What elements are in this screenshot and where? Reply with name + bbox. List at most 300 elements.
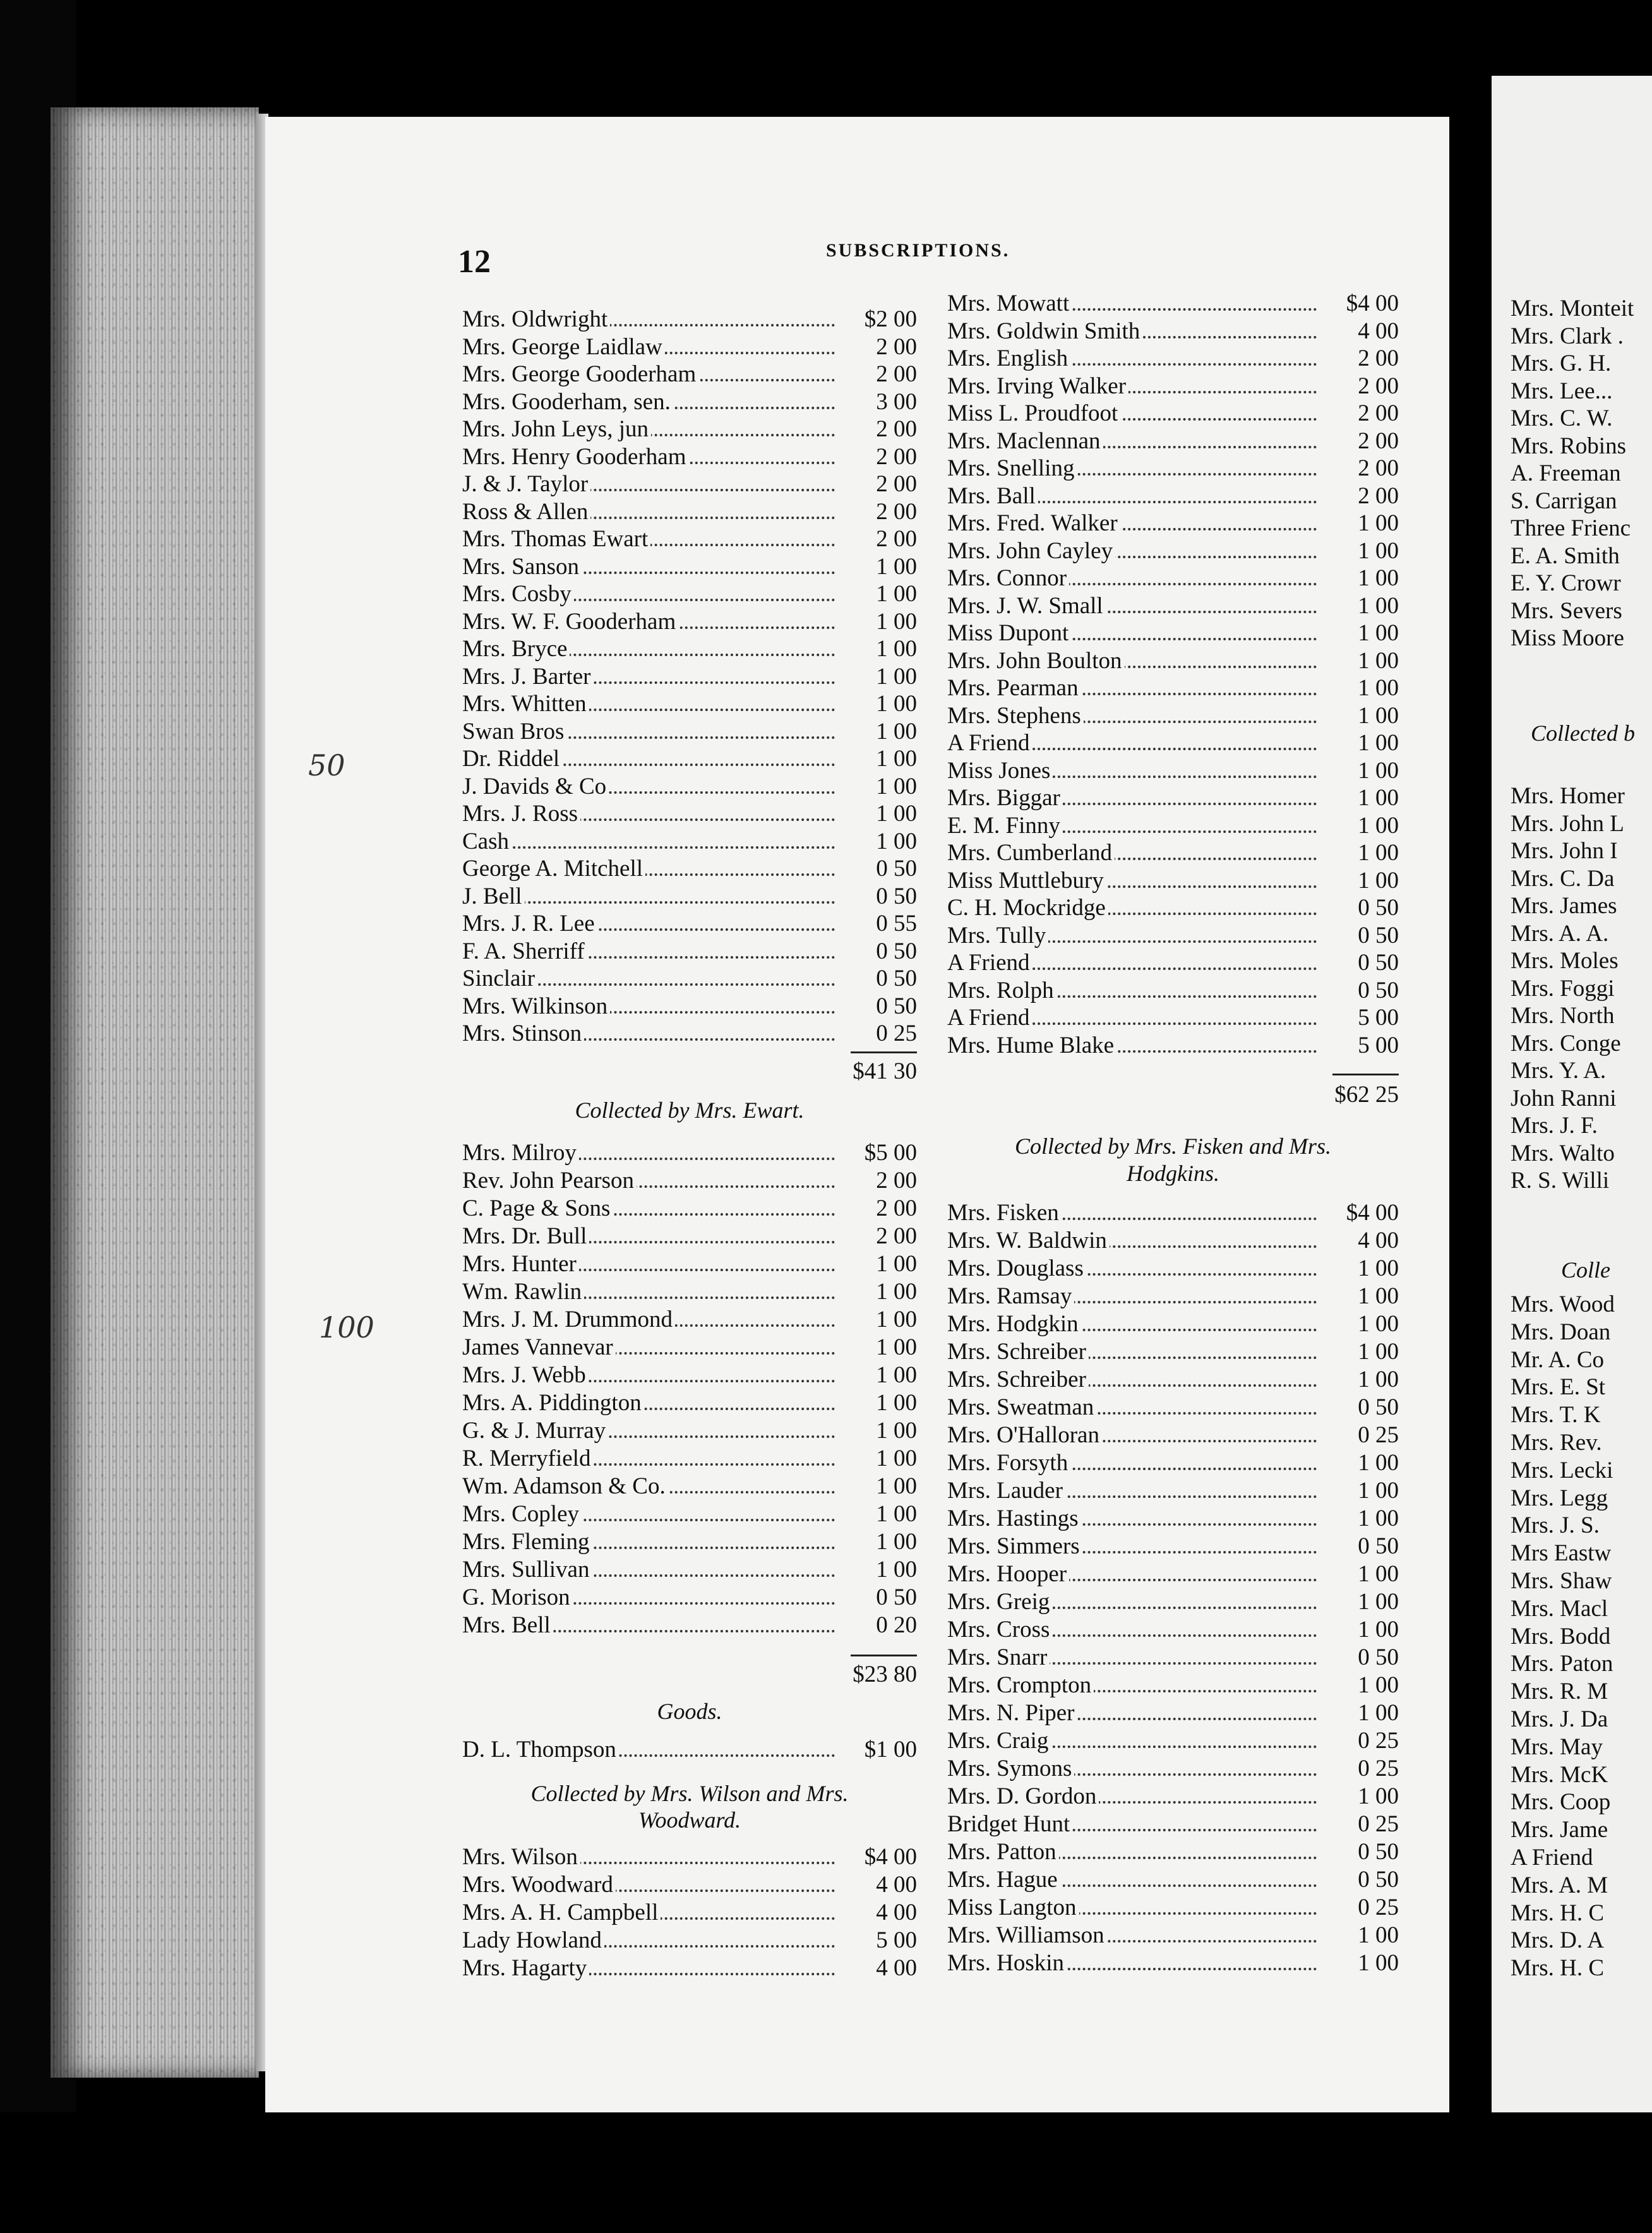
next-page-row: Mrs. Severs <box>1511 597 1622 624</box>
section-title-ewart: Collected by Mrs. Ewart. <box>575 1098 805 1123</box>
subscription-row <box>947 1922 1399 1949</box>
subscription-row <box>462 1195 917 1222</box>
subscription-amount: 1 00 <box>1320 648 1399 674</box>
subscription-row <box>947 703 1399 729</box>
subscription-amount: 1 00 <box>838 801 917 827</box>
subscriber-name: Mrs. Irving Walker <box>947 373 1128 400</box>
subscription-row <box>462 1223 917 1250</box>
subscriber-name: Mrs. Thomas Ewart <box>462 526 650 553</box>
subscription-row <box>462 1251 917 1278</box>
subscription-amount: 2 00 <box>838 1195 917 1222</box>
subscription-amount: 1 00 <box>1320 1783 1399 1810</box>
subscription-row <box>947 978 1399 1004</box>
next-page-row: Mrs. E. St <box>1511 1374 1606 1401</box>
subscription-row <box>947 455 1399 482</box>
next-page-row: R. S. Willi <box>1511 1168 1610 1194</box>
subscription-row <box>462 911 917 937</box>
subscriber-name: Mrs. Simmers <box>947 1533 1082 1560</box>
subscription-row <box>462 636 917 662</box>
subscriber-name: Mrs. Bell <box>462 1612 553 1639</box>
subscription-amount: 1 00 <box>1320 758 1399 784</box>
next-page-row: Mrs. Rev. <box>1511 1430 1602 1456</box>
subscriber-name: Mrs. N. Piper <box>947 1700 1077 1727</box>
subscriber-name: Miss Jones <box>947 758 1053 784</box>
subscription-amount: 4 00 <box>1320 318 1399 345</box>
subscriber-name: Mrs. Williamson <box>947 1922 1107 1949</box>
subscription-row <box>947 510 1399 537</box>
next-page-row: Mrs. Lee... <box>1511 378 1613 404</box>
subscriber-name: E. M. Finny <box>947 813 1063 839</box>
subscription-amount: 1 00 <box>838 829 917 855</box>
subscription-amount: 0 50 <box>838 993 917 1020</box>
subscription-amount: 1 00 <box>1320 593 1399 620</box>
subscriber-name: Bridget Hunt <box>947 1811 1072 1838</box>
subscription-amount: 0 50 <box>838 883 917 910</box>
subscription-row <box>947 1450 1399 1476</box>
subscription-amount: 0 50 <box>1320 1394 1399 1421</box>
subscription-row <box>947 675 1399 702</box>
subscriber-name: Mrs. Greig <box>947 1589 1052 1615</box>
subscription-amount: 1 00 <box>1320 703 1399 729</box>
subscriber-name: Mrs. Patton <box>947 1839 1059 1865</box>
subscription-amount: 0 50 <box>1320 895 1399 921</box>
running-head: SUBSCRIPTIONS. <box>826 240 1010 261</box>
subscription-row <box>947 730 1399 757</box>
subscription-amount: 1 00 <box>838 1473 917 1500</box>
next-page-row: Mrs. Conge <box>1511 1030 1621 1057</box>
subscription-amount: 2 00 <box>838 444 917 470</box>
subscriber-name: Mrs. John Leys, jun <box>462 416 651 443</box>
subscription-amount: $5 00 <box>838 1140 917 1166</box>
total-rule <box>851 1051 917 1053</box>
next-page-row: Mrs. A. A. <box>1511 920 1609 947</box>
subscriber-name: Mrs. George Laidlaw <box>462 334 665 361</box>
subscription-row <box>947 1839 1399 1865</box>
subscription-amount: 4 00 <box>838 1900 917 1926</box>
subscription-amount: 1 00 <box>838 1334 917 1361</box>
subscriber-name: Mrs. Schreiber <box>947 1339 1089 1365</box>
subscription-amount: 0 25 <box>1320 1422 1399 1449</box>
subscription-amount: 1 00 <box>838 1557 917 1583</box>
subscriber-name: Mrs. Fisken <box>947 1200 1062 1226</box>
subscription-row <box>462 691 917 717</box>
subscription-amount: 4 00 <box>838 1955 917 1982</box>
ewart-total: $23 80 <box>853 1661 917 1687</box>
subscriber-name: Mrs. Stephens <box>947 703 1084 729</box>
subscription-row <box>462 1927 917 1954</box>
subscription-row <box>462 719 917 745</box>
subscription-row <box>462 1737 917 1763</box>
subscriber-name: Mrs. Cosby <box>462 581 574 608</box>
spine-gap <box>1452 88 1490 2172</box>
subscription-row <box>462 1279 917 1305</box>
subscriber-name: Mrs. Goldwin Smith <box>947 318 1142 345</box>
list-total: $41 30 <box>853 1058 917 1084</box>
next-page-row: Mrs. J. Da <box>1511 1706 1608 1732</box>
subscription-row <box>462 499 917 525</box>
subscriber-name: Mrs. Dr. Bull <box>462 1223 589 1250</box>
next-page-row: Mrs. Foggi <box>1511 975 1615 1002</box>
subscription-amount: 0 25 <box>1320 1895 1399 1921</box>
subscriber-name: Mrs. J. M. Drummond <box>462 1307 675 1333</box>
page-number: 12 <box>458 244 491 280</box>
subscriber-name: Mrs. Craig <box>947 1728 1051 1754</box>
subscription-row <box>462 306 917 333</box>
subscription-amount: 1 00 <box>1320 620 1399 647</box>
subscription-row <box>947 785 1399 811</box>
total-rule-2 <box>1332 1074 1399 1075</box>
subscriber-name: Mrs. J. Ross <box>462 801 580 827</box>
subscription-row <box>462 829 917 855</box>
subscription-row <box>462 526 917 553</box>
subscription-amount: 1 00 <box>1320 1311 1399 1338</box>
subscriber-name: Miss Muttlebury <box>947 868 1106 894</box>
subscription-row <box>947 1506 1399 1532</box>
next-page-row: A Friend <box>1511 1845 1593 1871</box>
subscription-row <box>462 1900 917 1926</box>
subscription-amount: 1 00 <box>838 1362 917 1389</box>
subscription-amount: 1 00 <box>1320 1950 1399 1977</box>
section-title-goods: Goods. <box>657 1699 722 1724</box>
subscription-amount: 2 00 <box>1320 373 1399 400</box>
subscriber-name: Miss Dupont <box>947 620 1071 647</box>
next-page-row: Mrs Eastw <box>1511 1540 1612 1567</box>
next-page-row: John Ranni <box>1511 1085 1617 1111</box>
subscriber-name: Mrs. Henry Gooderham <box>462 444 689 470</box>
subscription-row <box>462 938 917 965</box>
subscription-amount: 1 00 <box>838 664 917 690</box>
next-page-row: Mrs. Coop <box>1511 1789 1611 1816</box>
subscription-row <box>947 1422 1399 1449</box>
subscriber-name: Mrs. Snelling <box>947 455 1077 482</box>
subscription-row <box>947 1700 1399 1727</box>
subscription-amount: 1 00 <box>838 1501 917 1528</box>
subscription-amount: 0 50 <box>838 938 917 965</box>
next-page-row: Mrs. Clark . <box>1511 323 1624 349</box>
subscription-amount: 1 00 <box>838 1279 917 1305</box>
subscriber-name: Mrs. Milroy <box>462 1140 579 1166</box>
subscription-row <box>947 373 1399 400</box>
subscription-amount: 2 00 <box>838 471 917 498</box>
subscriber-name: Rev. John Pearson <box>462 1168 637 1194</box>
margin-note-50: 50 <box>308 748 345 782</box>
subscription-row <box>462 1021 917 1047</box>
subscription-amount: 1 00 <box>1320 1589 1399 1615</box>
subscription-amount: 1 00 <box>1320 538 1399 565</box>
subscription-amount: 2 00 <box>1320 455 1399 482</box>
subscriber-name: R. Merryfield <box>462 1446 593 1472</box>
subscriber-name: D. L. Thompson <box>462 1737 619 1763</box>
next-page-row: Mrs. May <box>1511 1733 1603 1760</box>
subscription-amount: 1 00 <box>1320 1478 1399 1504</box>
subscription-row <box>947 1255 1399 1282</box>
section-title-wilson-cont: Woodward. <box>638 1807 741 1833</box>
subscription-amount: 1 00 <box>838 581 917 608</box>
subscriber-name: J. Bell <box>462 883 525 910</box>
subscriber-name: Mrs. George Gooderham <box>462 361 698 388</box>
subscription-amount: 0 50 <box>1320 978 1399 1004</box>
subscription-amount: 2 00 <box>1320 483 1399 510</box>
subscription-amount: 1 00 <box>1320 1450 1399 1476</box>
subscription-amount: 2 00 <box>838 361 917 388</box>
subscriber-name: Mrs. Ball <box>947 483 1038 510</box>
subscription-amount: 0 50 <box>1320 950 1399 976</box>
subscriber-name: Miss Langton <box>947 1895 1079 1921</box>
subscriber-name: Mrs. Hagarty <box>462 1955 589 1982</box>
subscription-row <box>462 856 917 882</box>
next-page-title-c: Colle <box>1561 1257 1610 1283</box>
subscription-row <box>947 1589 1399 1615</box>
subscriber-name: Mrs. Douglass <box>947 1255 1086 1282</box>
subscription-row <box>462 1362 917 1389</box>
subscriber-name: J. & J. Taylor <box>462 471 590 498</box>
subscription-row <box>947 1644 1399 1671</box>
subscriber-name: J. Davids & Co <box>462 774 609 800</box>
subscription-amount: 0 25 <box>1320 1728 1399 1754</box>
subscription-row <box>462 1140 917 1166</box>
next-page-row: Mrs. Robins <box>1511 433 1626 459</box>
subscriber-name: Sinclair <box>462 966 537 992</box>
subscriber-name: Mrs. Fleming <box>462 1529 592 1555</box>
subscription-row <box>947 1200 1399 1226</box>
subscription-amount: 0 50 <box>1320 1839 1399 1865</box>
subscription-row <box>462 1168 917 1194</box>
subscriber-name: Mrs. A. H. Campbell <box>462 1900 661 1926</box>
subscription-amount: 2 00 <box>838 334 917 361</box>
subscription-row <box>947 648 1399 674</box>
subscription-row <box>947 620 1399 647</box>
subscriber-name: Mrs. Hoskin <box>947 1950 1067 1977</box>
next-page-row: Mr. A. Co <box>1511 1346 1605 1373</box>
subscription-row <box>947 1950 1399 1977</box>
subscription-row <box>462 1584 917 1611</box>
subscriber-name: F. A. Sherriff <box>462 938 587 965</box>
subscription-amount: 2 00 <box>1320 345 1399 372</box>
subscription-row <box>947 868 1399 894</box>
column-2 <box>947 290 1399 1996</box>
subscriber-name: Mrs. Maclennan <box>947 428 1103 455</box>
list-total-2: $62 25 <box>1334 1082 1399 1108</box>
subscription-row <box>947 840 1399 866</box>
subscription-amount: 2 00 <box>838 526 917 553</box>
subscriber-name: A Friend <box>947 950 1032 976</box>
subscription-amount: 1 00 <box>838 1446 917 1472</box>
subscription-row <box>947 1617 1399 1643</box>
next-page-row: Mrs. Wood <box>1511 1291 1615 1317</box>
subscription-amount: 0 50 <box>1320 1533 1399 1560</box>
subscriber-name: Mrs. Hunter <box>462 1251 579 1278</box>
next-page-row: Mrs. J. S. <box>1511 1512 1600 1539</box>
subscription-row <box>462 1418 917 1444</box>
subscriber-name: Ross & Allen <box>462 499 590 525</box>
next-page-row: Mrs. D. A <box>1511 1927 1605 1954</box>
scan-bottom-border <box>0 2112 1652 2233</box>
subscription-row <box>947 950 1399 976</box>
subscription-row <box>462 801 917 827</box>
subscriber-name: Mrs. J. R. Lee <box>462 911 597 937</box>
subscription-amount: 1 00 <box>838 1418 917 1444</box>
subscription-amount: 0 25 <box>1320 1811 1399 1838</box>
subscription-amount: 1 00 <box>1320 675 1399 702</box>
subscription-amount: 0 50 <box>1320 1644 1399 1671</box>
subscription-row <box>462 389 917 416</box>
next-page-row: Mrs. R. M <box>1511 1679 1608 1705</box>
margin-note-100: 100 <box>319 1310 374 1344</box>
next-page-row: Mrs. G. H. <box>1511 350 1612 376</box>
subscription-amount: $4 00 <box>1320 290 1399 317</box>
subscriber-name: Mrs. Cross <box>947 1617 1052 1643</box>
subscriber-name: Mrs. Mowatt <box>947 290 1072 317</box>
subscription-amount: 1 00 <box>1320 813 1399 839</box>
subscriber-name: Wm. Adamson & Co. <box>462 1473 668 1500</box>
subscriber-name: Mrs. John Boulton <box>947 648 1125 674</box>
subscriber-name: Mrs. Schreiber <box>947 1367 1089 1393</box>
subscription-amount: 0 50 <box>838 856 917 882</box>
subscription-row <box>462 416 917 443</box>
subscription-row <box>462 1557 917 1583</box>
subscriber-name: James Vannevar <box>462 1334 616 1361</box>
subscription-amount: 1 00 <box>1320 1506 1399 1532</box>
subscription-amount: 3 00 <box>838 389 917 416</box>
subscription-amount: $4 00 <box>838 1844 917 1871</box>
subscription-amount: 0 25 <box>838 1021 917 1047</box>
subscription-amount: 1 00 <box>1320 1283 1399 1310</box>
next-page-row: E. A. Smith <box>1511 542 1620 569</box>
subscriber-name: C. H. Mockridge <box>947 895 1108 921</box>
subscriber-name: Mrs. Copley <box>462 1501 582 1528</box>
next-page-row: Mrs. Doan <box>1511 1319 1611 1345</box>
section-title-fisken: Collected by Mrs. Fisken and Mrs. <box>1015 1134 1331 1159</box>
subscription-amount: 0 20 <box>838 1612 917 1639</box>
next-page-row: E. Y. Crowr <box>1511 570 1621 596</box>
subscription-row <box>462 1446 917 1472</box>
subscription-amount: $1 00 <box>838 1737 917 1763</box>
next-page-row: A. Freeman <box>1511 460 1621 486</box>
subscription-row <box>462 1529 917 1555</box>
subscriber-name: Mrs. Forsyth <box>947 1450 1070 1476</box>
subscriber-name: Mrs. Tully <box>947 923 1048 949</box>
subscriber-name: Mrs. O'Halloran <box>947 1422 1102 1449</box>
subscription-row <box>462 1473 917 1500</box>
subscriber-name: Mrs. Wilson <box>462 1844 580 1871</box>
subscription-row <box>947 1033 1399 1059</box>
subscription-amount: 1 00 <box>838 1251 917 1278</box>
subscription-amount: 1 00 <box>1320 1367 1399 1393</box>
subscription-row <box>947 565 1399 592</box>
subscription-row <box>947 1283 1399 1310</box>
subscriber-name: Mrs. Symons <box>947 1756 1074 1782</box>
subscription-amount: 1 00 <box>1320 1255 1399 1282</box>
subscription-row <box>462 746 917 772</box>
next-page-row: Mrs. H. C <box>1511 1900 1605 1926</box>
subscription-amount: 1 00 <box>838 554 917 580</box>
subscription-amount: 0 50 <box>1320 923 1399 949</box>
subscription-row <box>947 400 1399 427</box>
subscription-amount: 0 25 <box>1320 1756 1399 1782</box>
subscription-row <box>947 1895 1399 1921</box>
subscriber-name: Mrs. Connor <box>947 565 1069 592</box>
subscription-amount: 1 00 <box>838 609 917 635</box>
subscriber-name: Mrs. Biggar <box>947 785 1063 811</box>
subscription-amount: 5 00 <box>838 1927 917 1954</box>
subscription-row <box>462 581 917 608</box>
subscription-amount: 2 00 <box>838 499 917 525</box>
next-page-row: Mrs. North <box>1511 1003 1615 1029</box>
next-page-title-b: Collected b <box>1531 721 1635 746</box>
next-page-row: Mrs. C. W. <box>1511 405 1613 431</box>
next-page-row: Mrs. T. K <box>1511 1402 1601 1428</box>
subscription-row <box>462 334 917 361</box>
next-page-row: Mrs. James <box>1511 893 1617 919</box>
subscription-row <box>462 471 917 498</box>
subscription-amount: 4 00 <box>1320 1228 1399 1254</box>
subscription-amount: 2 00 <box>838 416 917 443</box>
subscription-amount: 1 00 <box>1320 1617 1399 1643</box>
subscription-amount: 5 00 <box>1320 1005 1399 1031</box>
subscription-row <box>947 1756 1399 1782</box>
subscription-row <box>462 1501 917 1528</box>
subscriber-name: Mrs. Bryce <box>462 636 570 662</box>
subscription-amount: 1 00 <box>1320 1672 1399 1699</box>
next-page-row: Mrs. Shaw <box>1511 1568 1612 1594</box>
subscriber-name: Mrs. Sullivan <box>462 1557 592 1583</box>
next-page-row: Mrs. A. M <box>1511 1872 1608 1898</box>
subscriber-name: Mrs. Oldwright <box>462 306 610 333</box>
subscriber-name: Mrs. Hooper <box>947 1561 1069 1588</box>
column-1 <box>462 297 917 1981</box>
subscriber-name: Mrs. Stinson <box>462 1021 584 1047</box>
subscriber-name: Mrs. W. Baldwin <box>947 1228 1110 1254</box>
next-page-row: Mrs. McK <box>1511 1761 1608 1788</box>
subscriber-name: Mrs. Hastings <box>947 1506 1081 1532</box>
section-title-fisken-cont: Hodgkins. <box>1127 1161 1219 1186</box>
subscriber-name: Mrs. Ramsay <box>947 1283 1074 1310</box>
next-page-row: Miss Moore <box>1511 625 1624 651</box>
subscription-row <box>947 538 1399 565</box>
next-page-row: Mrs. Homer <box>1511 783 1625 809</box>
subscriber-name: Mrs. Woodward <box>462 1872 616 1898</box>
subscription-row <box>947 318 1399 345</box>
subscription-amount: 5 00 <box>1320 1033 1399 1059</box>
next-page-row: Mrs. Macl <box>1511 1595 1608 1622</box>
subscription-amount: 1 00 <box>1320 1922 1399 1949</box>
subscription-amount: 1 00 <box>1320 840 1399 866</box>
subscriber-name: Mrs. Cumberland <box>947 840 1115 866</box>
subscriber-name: Mrs. Hume Blake <box>947 1033 1116 1059</box>
subscription-row <box>462 1955 917 1982</box>
subscription-amount: 0 50 <box>838 966 917 992</box>
dot-leader <box>462 846 835 849</box>
subscription-row <box>462 1844 917 1871</box>
subscription-amount: 1 00 <box>1320 1561 1399 1588</box>
subscription-amount: $2 00 <box>838 306 917 333</box>
subscription-row <box>462 1872 917 1898</box>
subscription-row <box>462 774 917 800</box>
subscriber-name: Miss L. Proudfoot <box>947 400 1120 427</box>
subscriber-name: Mrs. Lauder <box>947 1478 1065 1504</box>
book-page-edges <box>51 107 259 2078</box>
subscriber-name: Mrs. A. Piddington <box>462 1390 644 1416</box>
subscription-row <box>947 1005 1399 1031</box>
subscriber-name: C. Page & Sons <box>462 1195 613 1222</box>
next-page-row: S. Carrigan <box>1511 488 1617 514</box>
subscriber-name: Wm. Rawlin <box>462 1279 584 1305</box>
next-page-row: Mrs. Lecki <box>1511 1457 1613 1483</box>
subscription-row <box>462 1334 917 1361</box>
next-page-row: Mrs. Bodd <box>1511 1623 1611 1649</box>
subscription-row <box>947 758 1399 784</box>
subscription-amount: 1 00 <box>838 1390 917 1416</box>
